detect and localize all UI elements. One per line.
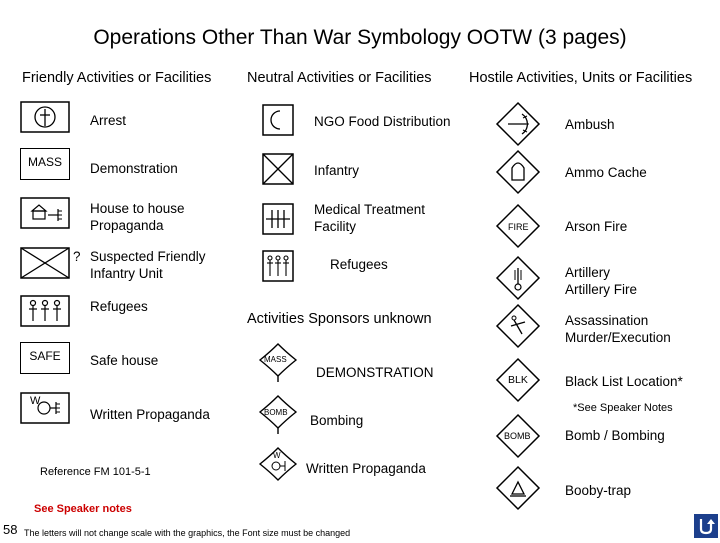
reference-text: Reference FM 101-5-1 [40, 466, 151, 478]
return-icon [694, 514, 718, 538]
page-title: Operations Other Than War Symbology OOTW (3 pages) [93, 26, 627, 49]
see-notes-link: See Speaker notes [34, 503, 132, 515]
w-mark: W [30, 395, 41, 407]
black-list-label: Black List Location* [565, 374, 683, 389]
unknown-written-propaganda-label: Written Propaganda [306, 461, 426, 476]
suspected-label-1: Suspected Friendly [90, 249, 206, 264]
assassination-label-1: Assassination [565, 313, 649, 328]
fire-tag: FIRE [508, 222, 529, 232]
question-mark: ? [73, 249, 81, 264]
infantry-label: Infantry [314, 163, 360, 178]
infantry-icon [262, 153, 294, 185]
suspected-label-2: Infantry Unit [90, 266, 163, 281]
neutral-header: Neutral Activities or Facilities [247, 70, 432, 86]
assassination-label-2: Murder/Execution [565, 330, 671, 345]
medical-icon [262, 203, 294, 235]
w-tack-text: W [273, 451, 281, 460]
footer-note: The letters will not change scale with the graphics, the Font size must be changed [24, 528, 351, 538]
neutral-refugees-label: Refugees [330, 257, 388, 272]
safe-house-icon [20, 342, 70, 374]
arrest-icon [20, 101, 70, 133]
friendly-refugees-icon [20, 295, 70, 327]
medical-label-1: Medical Treatment [314, 202, 426, 217]
ammo-cache-icon [496, 150, 540, 194]
suspected-infantry-icon [20, 247, 70, 279]
house-propaganda-icon [20, 197, 70, 229]
demonstration-icon [20, 148, 70, 180]
arson-fire-label: Arson Fire [565, 219, 628, 234]
artillery-label-1: Artillery [565, 265, 611, 280]
mass-box-text: MASS [27, 155, 62, 169]
speaker-note: *See Speaker Notes [573, 402, 673, 414]
hostile-header: Hostile Activities, Units or Facilities [469, 70, 693, 86]
arrest-label: Arrest [90, 113, 127, 128]
return-button[interactable] [694, 514, 718, 538]
artillery-label-2: Artillery Fire [565, 282, 638, 297]
written-propaganda-label: Written Propaganda [90, 407, 210, 422]
house-to-house-label-1: House to house [90, 201, 185, 216]
ngo-label: NGO Food Distribution [314, 114, 451, 129]
ammo-cache-label: Ammo Cache [565, 165, 647, 180]
booby-trap-icon [496, 466, 540, 510]
safe-house-label: Safe house [90, 353, 159, 368]
bomb-label: Bomb / Bombing [565, 428, 665, 443]
friendly-refugees-label: Refugees [90, 299, 148, 314]
neutral-refugees-icon [262, 250, 294, 282]
unknown-header: Activities Sponsors unknown [247, 311, 432, 327]
house-to-house-label-2: Propaganda [90, 218, 164, 233]
ambush-label: Ambush [565, 117, 615, 132]
booby-trap-label: Booby-trap [565, 483, 632, 498]
mass-tack-text: MASS [264, 355, 287, 364]
unknown-demonstration-label: DEMONSTRATION [316, 365, 434, 380]
friendly-header: Friendly Activities or Facilities [22, 70, 212, 86]
artillery-icon [496, 256, 540, 300]
medical-label-2: Facility [314, 219, 357, 234]
bomb-tack-text: BOMB [264, 408, 288, 417]
demonstration-label: Demonstration [90, 161, 178, 176]
page-number: 58 [3, 522, 18, 537]
assassination-icon [496, 304, 540, 348]
ngo-food-icon [262, 104, 294, 136]
written-propaganda-icon [20, 392, 70, 424]
ambush-icon [496, 102, 540, 146]
bomb-tag: BOMB [504, 431, 531, 441]
safe-box-text: SAFE [29, 349, 61, 363]
blk-tag: BLK [508, 374, 528, 386]
bombing-label: Bombing [310, 413, 364, 428]
